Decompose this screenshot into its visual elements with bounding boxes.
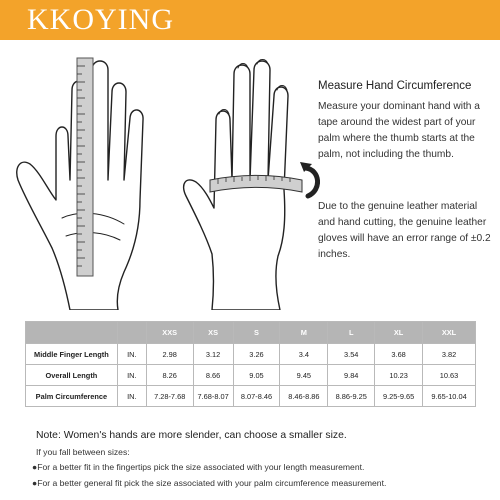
measure-title: Measure Hand Circumference <box>318 80 472 92</box>
unit-cell: IN. <box>117 344 146 365</box>
measure-instruction: Measure your dominant hand with a tape around the widest part of your palm where the thumb starts at the palm, not including the thumb. <box>318 101 480 160</box>
table-cell: 3.12 <box>193 344 233 365</box>
table-row <box>26 344 476 365</box>
table-header-row <box>26 322 476 344</box>
table-cell: 8.66 <box>193 365 233 386</box>
table-cell: 3.26 <box>233 344 280 365</box>
row-label: Overall Length <box>26 365 118 386</box>
unit-cell: IN. <box>117 365 146 386</box>
vertical-ruler <box>77 58 93 276</box>
header-size-s: S <box>233 322 280 344</box>
table-cell: 3.4 <box>280 344 328 365</box>
table-cell: 9.25-9.65 <box>375 386 423 407</box>
brand-logo: KKOYING <box>27 3 174 36</box>
circumference-fit-tip: ●For a better general fit pick the size associated with your palm circumference measurement. <box>32 478 387 488</box>
unit-cell: IN. <box>117 386 146 407</box>
table-cell: 3.82 <box>423 344 476 365</box>
table-cell: 9.05 <box>233 365 280 386</box>
womens-size-note: Note: Women's hands are more slender, can choose a smaller size. <box>36 430 347 441</box>
table-row <box>26 386 476 407</box>
length-fit-tip: ●For a better fit in the fingertips pick the size associated with your length measurement. <box>32 462 365 472</box>
table-cell: 8.07-8.46 <box>233 386 280 407</box>
header-size-l: L <box>328 322 375 344</box>
table-cell: 2.98 <box>146 344 193 365</box>
header-unit-cell <box>117 322 146 344</box>
hand-measurement-illustration <box>0 40 320 310</box>
table-cell: 8.46-8.86 <box>280 386 328 407</box>
error-range-note: Due to the genuine leather material and hand cutting, the genuine leather gloves will have an error range of ±0.2 inches. <box>318 201 491 260</box>
table-cell: 10.23 <box>375 365 423 386</box>
table-cell: 9.84 <box>328 365 375 386</box>
row-label: Middle Finger Length <box>26 344 118 365</box>
table-row <box>26 365 476 386</box>
table-cell: 9.65-10.04 <box>423 386 476 407</box>
table-cell: 3.54 <box>328 344 375 365</box>
header-size-xs: XS <box>193 322 233 344</box>
header-label-cell <box>26 322 118 344</box>
header-size-m: M <box>280 322 328 344</box>
table-cell: 9.45 <box>280 365 328 386</box>
row-label: Palm Circumference <box>26 386 118 407</box>
brand-header-bar <box>0 0 500 40</box>
table-cell: 7.28-7.68 <box>146 386 193 407</box>
rotate-arrow-icon <box>300 162 318 196</box>
header-size-xxl: XXL <box>423 322 476 344</box>
header-size-xl: XL <box>375 322 423 344</box>
size-chart-table <box>25 321 476 407</box>
table-cell: 10.63 <box>423 365 476 386</box>
table-cell: 3.68 <box>375 344 423 365</box>
header-size-xxs: XXS <box>146 322 193 344</box>
between-sizes-intro: If you fall between sizes: <box>36 447 130 457</box>
table-cell: 7.68-8.07 <box>193 386 233 407</box>
table-cell: 8.86-9.25 <box>328 386 375 407</box>
table-cell: 8.26 <box>146 365 193 386</box>
